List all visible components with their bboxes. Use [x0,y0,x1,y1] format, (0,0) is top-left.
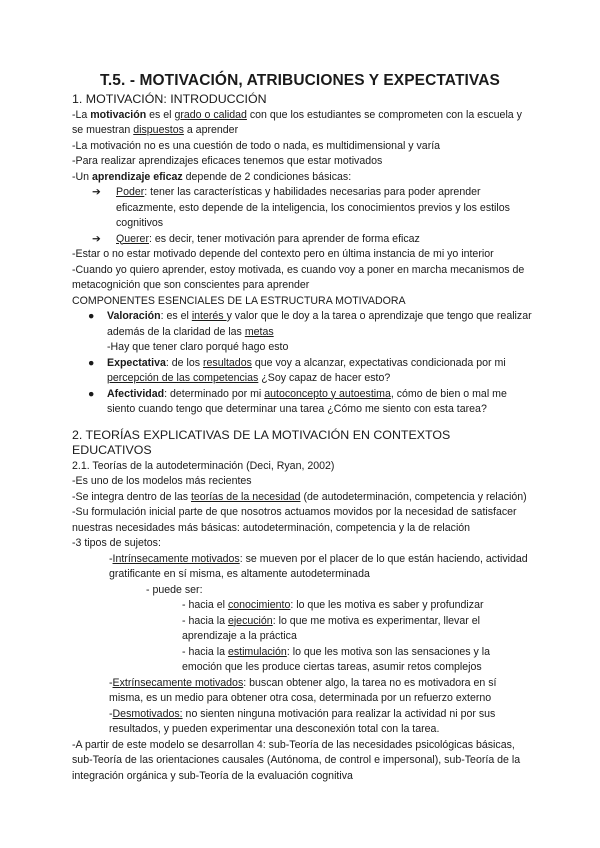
underlined-term: Intrínsecamente motivados [112,552,240,565]
page-title: T.5. - MOTIVACIÓN, ATRIBUCIONES Y EXPECTATIVAS [100,72,500,89]
text: - hacia la [182,614,228,627]
arrow-item-poder [72,185,532,232]
puede-ser-label: - puede ser: [146,583,203,596]
section-1-heading: 1. MOTIVACIÓN: INTRODUCCIÓN [72,92,267,106]
underlined-term: teorías de la necesidad [190,490,301,503]
paragraph: -La motivación no es una cuestión de todo o nada, es multidimensional y varía [72,139,441,152]
bullet-icon: ● [88,356,95,369]
text: : es decir, tener motivación para aprender de forma eficaz [148,232,420,245]
text: - hacia la [182,645,228,658]
paragraph: -3 tipos de sujetos: [72,537,161,549]
text: , cómo de bien o mal me siento cuando tengo que determinar una tarea ¿Cómo me siento con esta tarea? [107,387,507,415]
text: no sienten ninguna motivación para realizar la actividad ni por sus resultados, y pueden experimentar una desconexión total con la tarea. [109,707,496,735]
text: con que los estudiantes se comprometen con la escuela y se muestran [72,108,522,136]
underlined-term: resultados [203,356,252,369]
underlined-term: percepción de las competencias [107,372,259,384]
section-2-heading: 2. TEORÍAS EXPLICATIVAS DE LA MOTIVACIÓN EN CONTEXTOS EDUCATIVOS [72,427,451,457]
underlined-term: metas [244,325,274,338]
text: : es el [160,310,192,322]
subsection-heading: 2.1. Teorías de la autodeterminación (Deci, Ryan, 2002) [72,459,335,472]
bullet-icon: ● [88,310,95,322]
bullet-expectativa [72,356,532,387]
text: - hacia el [182,599,228,611]
text: -La [72,108,91,121]
underlined-term: Desmotivados: [112,707,183,720]
bullet-icon: ● [88,387,95,400]
paragraph-subtheories: -A partir de este modelo se desarrollan 4: sub-Teoría de las necesidades psicológicas básicas, sub-Teoría de las orientaciones causales (Autónoma, de control e impersonal), sub-Teoría de la integración orgánica y sub-Teoría de la evaluación cognitiva [72,738,521,782]
text: depende de 2 condiciones básicas: [182,170,352,183]
text: : lo que les motiva son las sensaciones y la emoción que les produce ciertas tareas, asumir retos complejos [182,645,490,673]
orientation-knowledge [72,598,532,614]
underlined-term: interés [191,310,227,322]
bold-term: Valoración [107,310,161,322]
underlined-term: ejecución [227,614,273,627]
bold-term: aprendizaje eficaz [92,170,183,183]
orientation-stimulation [72,645,532,676]
paragraph-needs-theory [72,490,532,506]
text: : lo que me motiva es experimentar, llevar el aprendizaje a la práctica [182,614,480,642]
text: : determinado por mi [164,387,265,400]
paragraph: -Su formulación inicial parte de que nosotros actuamos movidos por la necesidad de satisfacer nuestras necesidades más básicas: autodeterminación, competencia y la de relación [72,506,517,534]
arrow-icon: ➔ [92,232,101,245]
subject-type-extrinsic [72,676,532,707]
orientation-execution [72,614,532,645]
text: - [109,552,113,565]
bullet-valoracion [72,309,532,340]
text: y valor que le doy a la tarea o aprendizaje que tengo que realizar además de la claridad de las [107,310,532,338]
underlined-term: autoconcepto y autoestima [264,387,391,400]
text: ¿Soy capaz de hacer esto? [258,372,391,384]
paragraph: -Estar o no estar motivado depende del contexto pero en última instancia de mi yo interior [72,248,494,260]
text: -Un [72,170,93,183]
underlined-term: grado o calidad [174,108,247,121]
bold-term: Afectividad [107,387,165,400]
arrow-item-querer [72,232,532,248]
subject-type-unmotivated [72,707,532,738]
paragraph: -Para realizar aprendizajes eficaces tenemos que estar motivados [72,155,383,167]
bold-term: Expectativa [107,356,166,369]
underlined-term: Poder [116,186,145,198]
underlined-term: Extrínsecamente motivados [112,676,244,689]
text: : de los [165,356,203,369]
text: es el [146,108,175,121]
subject-type-intrinsic [72,552,532,583]
text: (de autodeterminación, competencia y relación) [300,490,527,503]
components-heading: COMPONENTES ESENCIALES DE LA ESTRUCTURA MOTIVADORA [72,294,406,307]
text: : tener las características y habilidades necesarias para poder aprender eficazmente, esto depende de la inteligencia, los conocimientos previos y los estilos cognitivos [116,186,510,229]
text: : buscan obtener algo, la tarea no es motivadora en sí misma, es un medio para obtener otra cosa, determinada por un refuerzo externo [109,676,497,704]
bold-term: motivación [90,108,147,121]
text: -Se integra dentro de las [72,490,191,503]
underlined-term: conocimiento [227,599,291,611]
text: - [109,676,113,689]
text: : lo que les motiva es saber y profundizar [290,599,484,611]
paragraph: -Cuando yo quiero aprender, estoy motivada, es cuando voy a poner en marcha mecanismos de metacognición que son conscientes para aprender [72,263,525,291]
underlined-term: estimulación [227,645,287,658]
text: que voy a alcanzar, expectativas condicionada por mi [251,356,506,369]
document-body [72,92,532,784]
bullet-afectividad [72,387,532,418]
arrow-icon: ➔ [92,186,101,198]
underlined-term: Querer [116,232,149,245]
text: - [109,707,113,720]
paragraph: -Es uno de los modelos más recientes [72,475,252,487]
paragraph-efficient-learning [72,170,532,186]
text: a aprender [183,124,239,136]
underlined-term: dispuestos [133,124,184,136]
text: : se mueven por el placer de lo que están haciendo, actividad gratificante en sí misma, es altamente autodeterminada [109,552,528,580]
paragraph-motivation-definition [72,108,532,139]
bullet-sub-note: -Hay que tener claro porqué hago esto [107,341,289,353]
